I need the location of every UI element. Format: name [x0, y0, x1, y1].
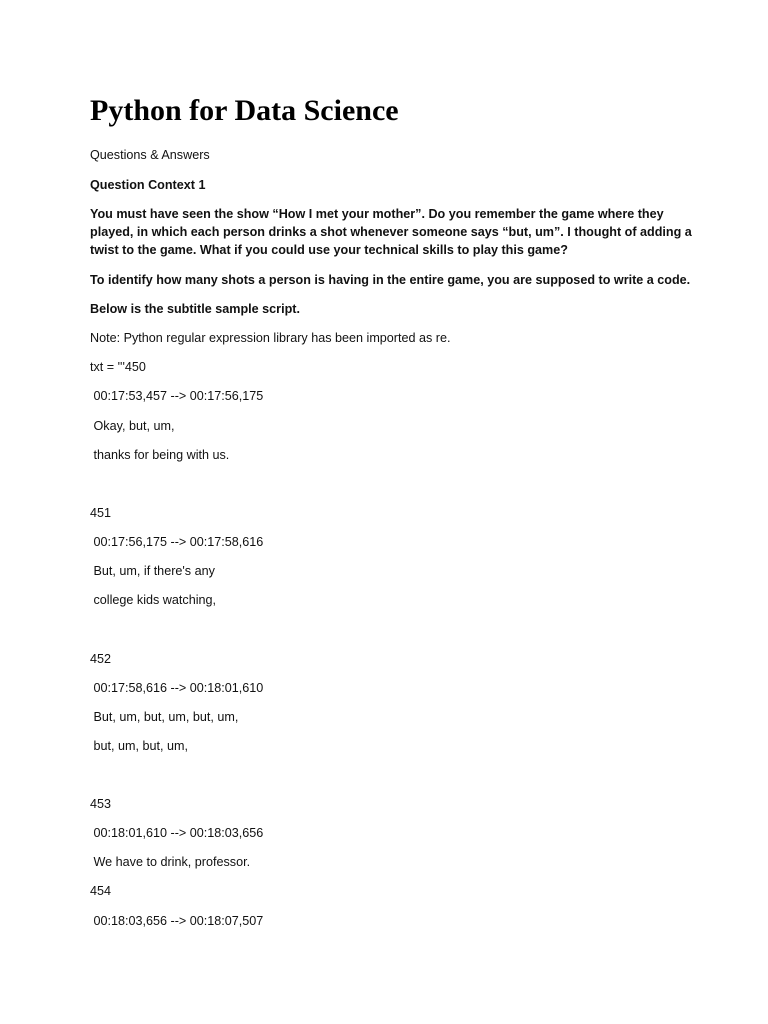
- document-subtitle: Questions & Answers: [90, 148, 210, 162]
- subtitle-text: but, um, but, um,: [90, 739, 188, 753]
- intro-line: played, in which each person drinks a shot whenever someone says “but, um”. I thought of adding a: [90, 225, 692, 239]
- script-opening: txt = '''450: [90, 360, 146, 374]
- subtitle-timestamp: 00:17:56,175 --> 00:17:58,616: [90, 535, 264, 549]
- subtitle-text: Okay, but, um,: [90, 419, 175, 433]
- subtitle-text: But, um, but, um, but, um,: [90, 710, 239, 724]
- subtitle-text: We have to drink, professor.: [90, 855, 251, 869]
- question-context-heading: Question Context 1: [90, 178, 206, 192]
- subtitle-text: But, um, if there's any: [90, 564, 215, 578]
- document-title: Python for Data Science: [90, 94, 399, 127]
- subtitle-text: thanks for being with us.: [90, 448, 230, 462]
- subtitle-index: 451: [90, 506, 112, 520]
- sample-script-heading: Below is the subtitle sample script.: [90, 302, 300, 316]
- subtitle-text: college kids watching,: [90, 593, 217, 607]
- subtitle-timestamp: 00:17:53,457 --> 00:17:56,175: [90, 389, 264, 403]
- subtitle-timestamp: 00:18:01,610 --> 00:18:03,656: [90, 826, 264, 840]
- task-paragraph: To identify how many shots a person is having in the entire game, you are supposed to write a code.: [90, 273, 691, 287]
- intro-line: You must have seen the show “How I met your mother”. Do you remember the game where they: [90, 207, 664, 221]
- subtitle-index: 453: [90, 797, 112, 811]
- note-line: Note: Python regular expression library has been imported as re.: [90, 331, 451, 345]
- intro-paragraph: [90, 205, 692, 259]
- intro-line: twist to the game. What if you could use your technical skills to play this game?: [90, 243, 568, 257]
- subtitle-timestamp: 00:17:58,616 --> 00:18:01,610: [90, 681, 264, 695]
- subtitle-timestamp: 00:18:03,656 --> 00:18:07,507: [90, 914, 264, 928]
- subtitle-index: 454: [90, 884, 112, 898]
- subtitle-index: 452: [90, 652, 112, 666]
